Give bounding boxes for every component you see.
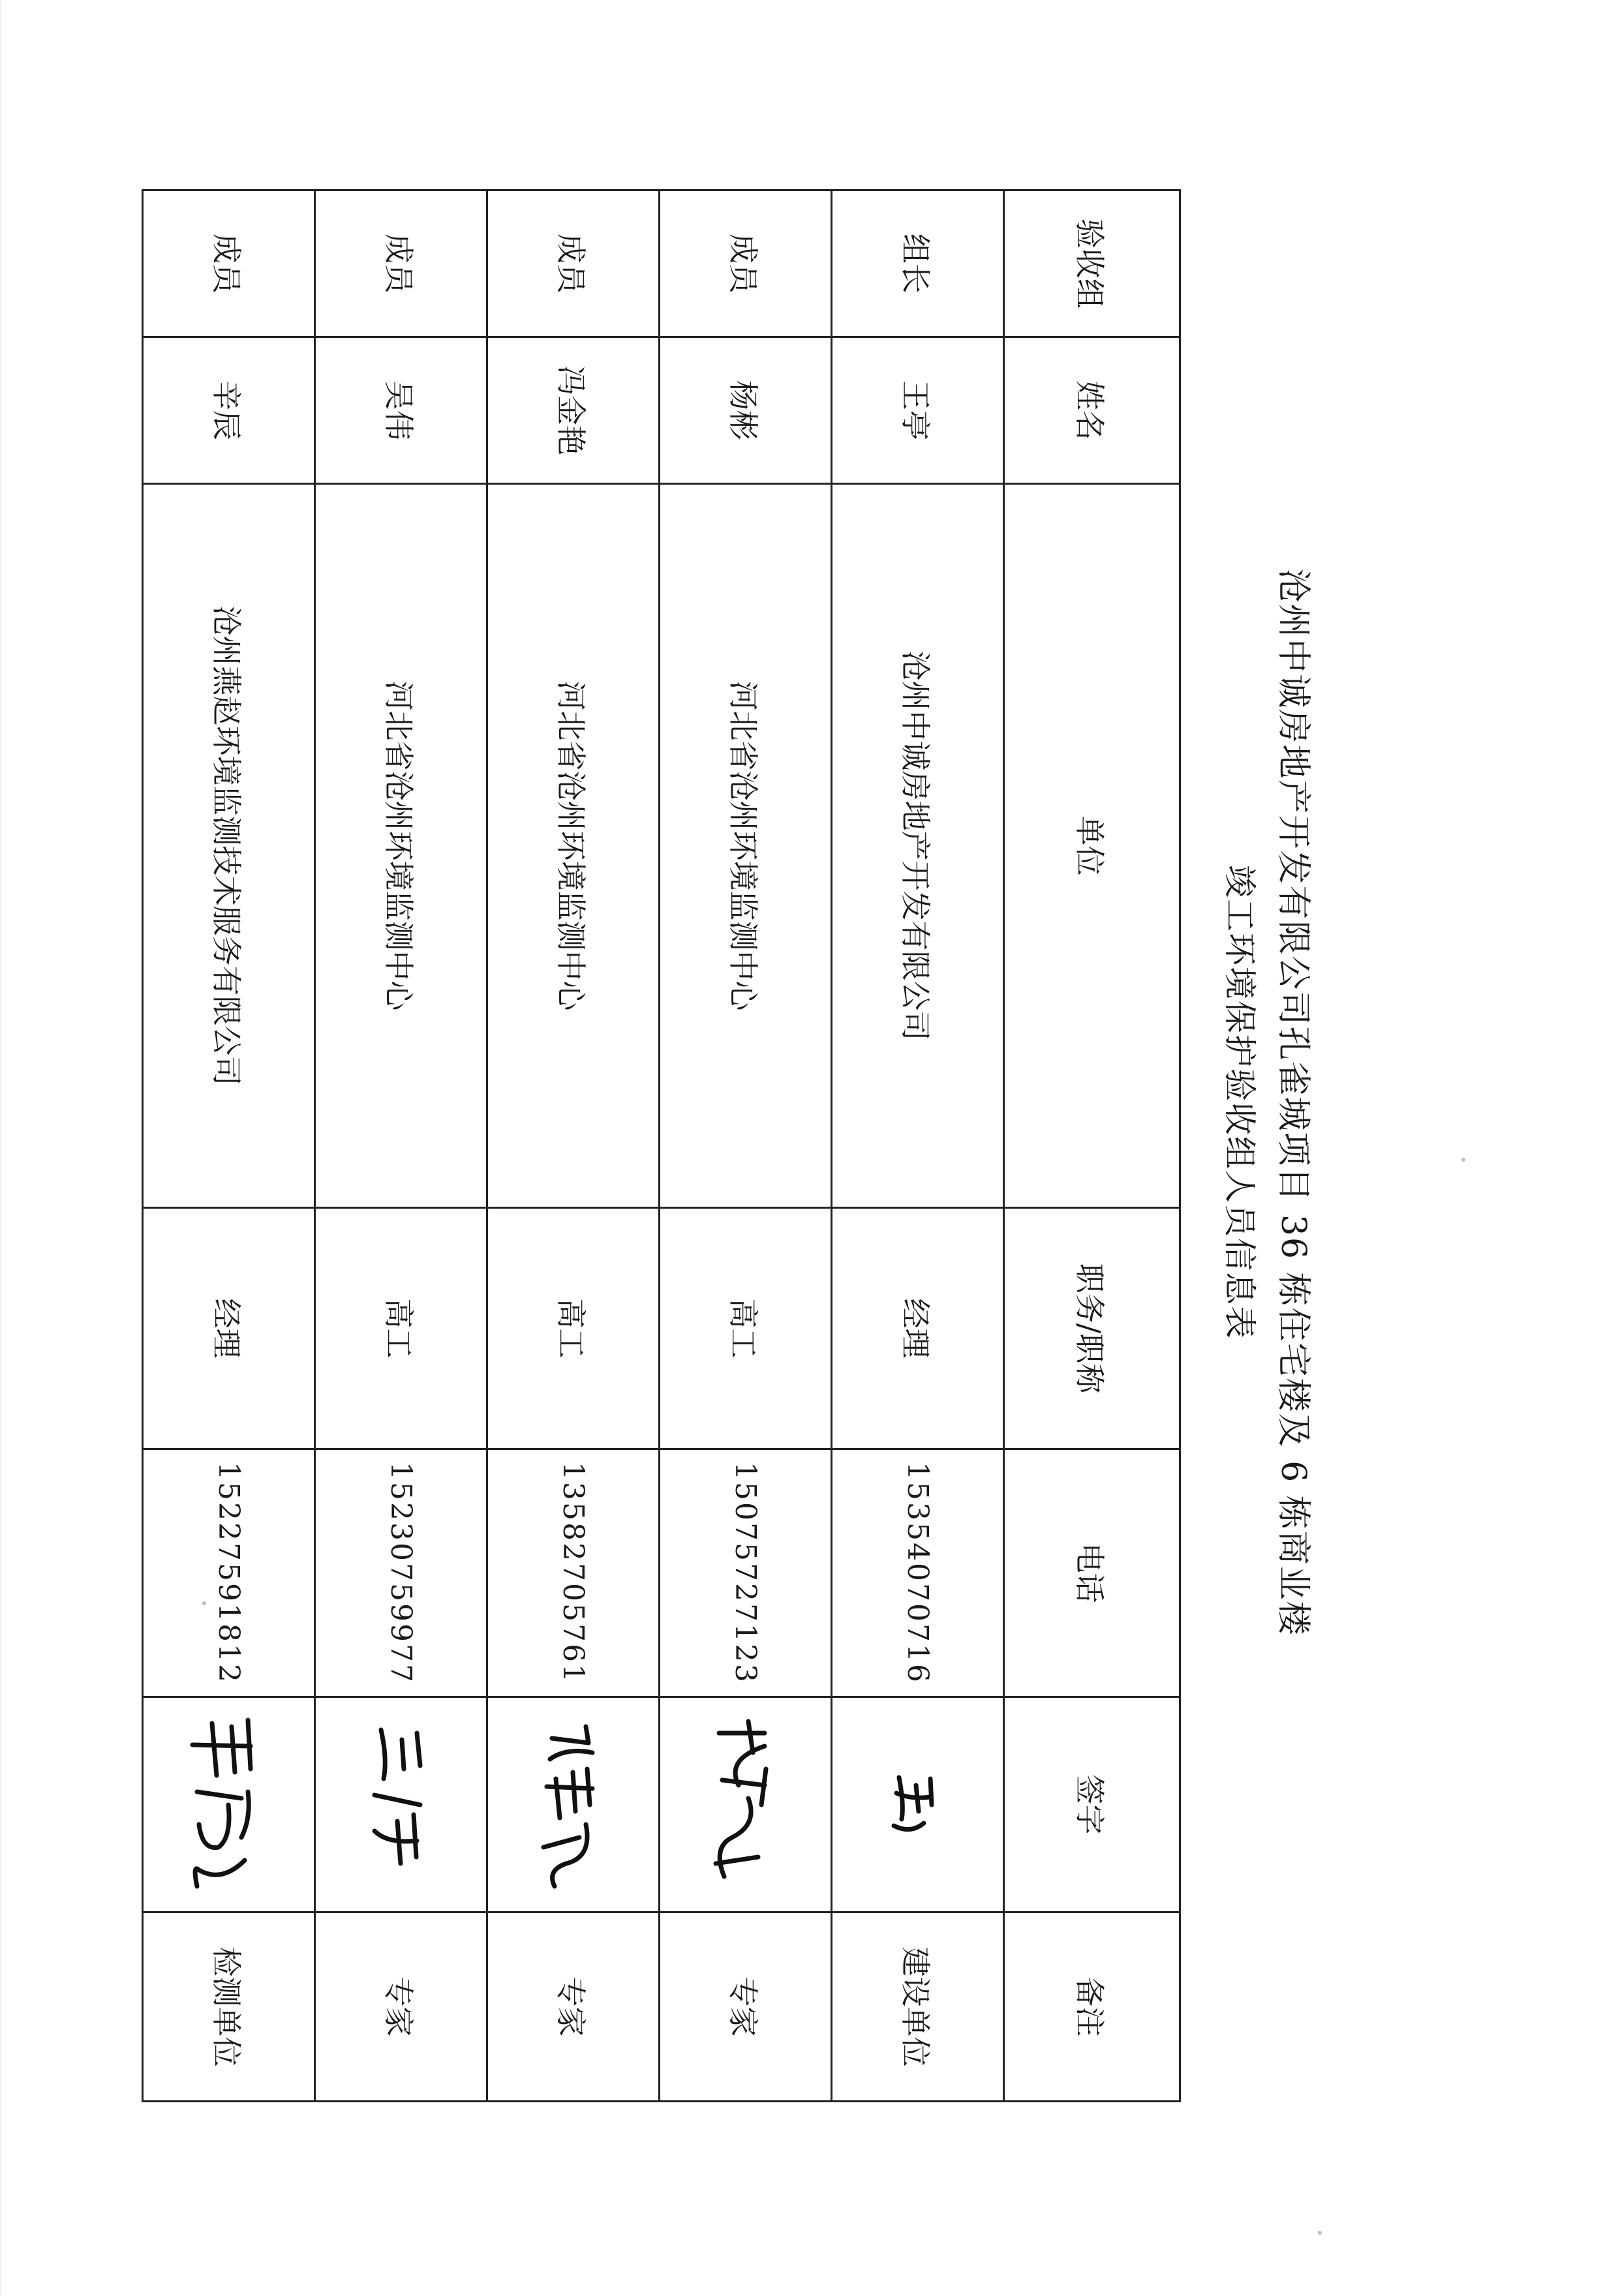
cell-org: 河北省沧州环境监测中心 [660, 484, 832, 1208]
document-subtitle: 竣工环境保护验收组人员信息表 [1221, 865, 1259, 1340]
cell-phone: 13582705761 [487, 1449, 660, 1697]
cell-role: 成员 [143, 190, 315, 337]
cell-note: 专家 [487, 1912, 660, 2102]
cell-signature [143, 1697, 315, 1912]
cell-name: 冯金艳 [487, 337, 660, 484]
cell-name: 王亭 [832, 337, 1004, 484]
header-title: 职务/职称 [1004, 1208, 1180, 1449]
signature-image [534, 1707, 613, 1903]
cell-name: 吴伟 [315, 337, 487, 484]
cell-org: 沧州中诚房地产开发有限公司 [832, 484, 1004, 1208]
cell-signature [487, 1697, 660, 1912]
header-org: 单位 [1004, 484, 1180, 1208]
cell-phone: 15227591812 [143, 1449, 315, 1697]
cell-note: 检测单位 [143, 1912, 315, 2102]
cell-name: 杨彬 [660, 337, 832, 484]
members-table [142, 189, 1181, 2102]
signature-image [362, 1707, 440, 1903]
cell-title: 高工 [487, 1208, 660, 1449]
cell-title: 高工 [660, 1208, 832, 1449]
header-phone: 电话 [1004, 1449, 1180, 1697]
header-group: 验收组 [1004, 190, 1180, 337]
document-title: 沧州中诚房地产开发有限公司孔雀城项目 36 栋住宅楼及 6 栋商业楼 [1274, 568, 1313, 1637]
cell-signature [660, 1697, 832, 1912]
cell-phone: 15230759977 [315, 1449, 487, 1697]
cell-role: 成员 [487, 190, 660, 337]
cell-note: 专家 [660, 1912, 832, 2102]
cell-title: 经理 [832, 1208, 1004, 1449]
signature-image [707, 1707, 785, 1903]
cell-role: 成员 [315, 190, 487, 337]
cell-note: 建设单位 [832, 1912, 1004, 2102]
cell-title: 经理 [143, 1208, 315, 1449]
header-signature: 签字 [1004, 1697, 1180, 1912]
table-row [487, 190, 660, 2102]
cell-role: 成员 [660, 190, 832, 337]
table-row [832, 190, 1004, 2102]
cell-role: 组长 [832, 190, 1004, 337]
cell-phone: 15354070716 [832, 1449, 1004, 1697]
header-name: 姓名 [1004, 337, 1180, 484]
table-row [143, 190, 315, 2102]
table-row [315, 190, 487, 2102]
cell-signature [832, 1697, 1004, 1912]
cell-title: 高工 [315, 1208, 487, 1449]
cell-org: 河北省沧州环境监测中心 [315, 484, 487, 1208]
cell-signature [315, 1697, 487, 1912]
cell-org: 河北省沧州环境监测中心 [487, 484, 660, 1208]
table-row [660, 190, 832, 2102]
cell-phone: 15075727123 [660, 1449, 832, 1697]
cell-name: 辛辰 [143, 337, 315, 484]
signature-image [879, 1707, 957, 1903]
table-header-row [1004, 190, 1180, 2102]
cell-note: 专家 [315, 1912, 487, 2102]
signature-image [190, 1707, 268, 1903]
cell-org: 沧州燕赵环境监测技术服务有限公司 [143, 484, 315, 1208]
header-note: 备注 [1004, 1912, 1180, 2102]
